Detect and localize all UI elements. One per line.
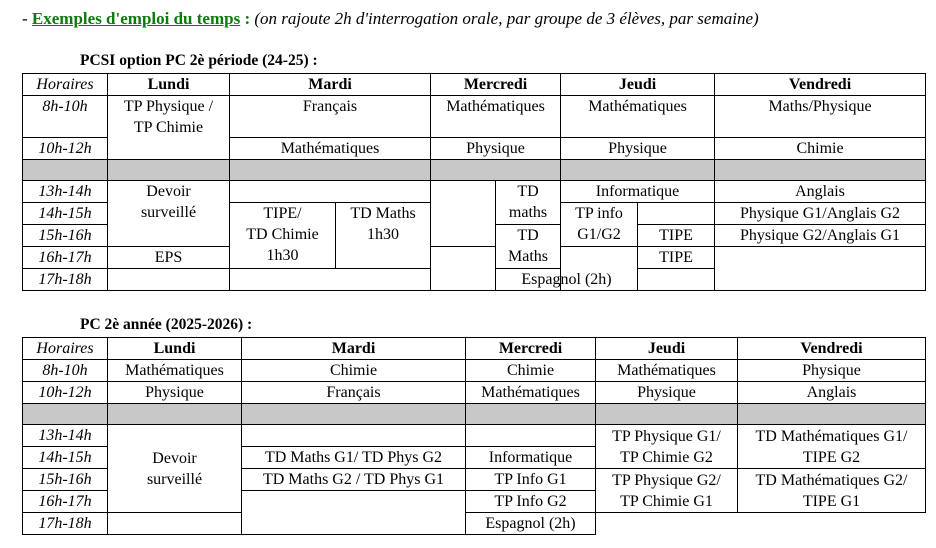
t1-mardi-tipe-line1: TIPE/ xyxy=(263,205,302,222)
t1-mercredi-empty-2 xyxy=(431,247,496,291)
t2-row-10h xyxy=(23,382,926,404)
t2-mardi-francais: Français xyxy=(242,382,466,404)
t2-jeudi-tp-2 xyxy=(596,469,738,513)
t1-jeudi-tp-info xyxy=(561,203,638,247)
t1-lunch-cell xyxy=(108,160,230,181)
t1-jeudi-informatique: Informatique xyxy=(561,181,715,203)
t2-lunch-row xyxy=(23,404,926,425)
t1-hour-13h: 13h-14h xyxy=(23,181,108,203)
t1-mardi-tipe-line2: TD Chimie xyxy=(246,226,319,243)
t1-vendredi-chimie: Chimie xyxy=(715,138,926,160)
t1-header-mardi: Mardi xyxy=(230,74,431,96)
t1-hour-10h: 10h-12h xyxy=(23,138,108,160)
intro-colon: : xyxy=(240,9,251,28)
t1-mercredi-td-line1: TD xyxy=(517,183,539,200)
t2-vendredi-td-1-line2: TIPE G2 xyxy=(802,448,861,466)
t1-jeudi-tipe-1: TIPE xyxy=(638,225,715,247)
t1-vendredi-anglais: Anglais xyxy=(715,181,926,203)
t2-vendredi-anglais: Anglais xyxy=(738,382,926,404)
t1-timetable xyxy=(22,73,926,291)
t1-lunch-cell xyxy=(715,160,926,181)
t1-vendredi-empty xyxy=(715,247,926,291)
t1-mardi-td-line2: 1h30 xyxy=(367,226,399,243)
t2-lunch-cell xyxy=(466,404,596,425)
t1-jeudi-physique: Physique xyxy=(561,138,715,160)
intro-note: (on rajoute 2h d'interrogation orale, par groupe de 3 élèves, par semaine) xyxy=(250,9,759,28)
t1-mercredi-td-maths-2 xyxy=(496,225,561,269)
t1-jeudi-empty-3 xyxy=(638,269,715,291)
t2-mercredi-tp-info-g1: TP Info G1 xyxy=(466,469,596,491)
t1-lundi-devoir-line1: Devoir xyxy=(146,183,191,200)
t1-vendredi-maths-physique: Maths/Physique xyxy=(715,96,926,138)
intro-line xyxy=(22,9,759,29)
t1-mardi-tipe xyxy=(230,203,336,269)
t2-mardi-empty-2 xyxy=(242,491,466,535)
t1-hour-15h: 15h-16h xyxy=(23,225,108,247)
t1-mercredi-tdm-line1: TD xyxy=(517,227,539,244)
t1-lundi-devoir-line2: surveillé xyxy=(140,204,197,221)
t2-header-mercredi: Mercredi xyxy=(466,338,596,360)
t1-row-8h xyxy=(23,96,926,138)
t1-header-lundi: Lundi xyxy=(108,74,230,96)
t2-lundi-empty xyxy=(108,513,242,535)
t1-row-16h xyxy=(23,247,926,269)
t1-mardi-francais: Français xyxy=(230,96,431,138)
t1-hour-14h: 14h-15h xyxy=(23,203,108,225)
t1-mardi-td-maths xyxy=(336,203,431,269)
t2-hour-15h: 15h-16h xyxy=(23,469,108,491)
t1-header-jeudi: Jeudi xyxy=(561,74,715,96)
t2-hour-13h: 13h-14h xyxy=(23,425,108,447)
t1-mardi-empty xyxy=(230,181,431,203)
t1-mercredi-tdm-line2: Maths xyxy=(508,248,549,265)
t1-mardi-tipe-line3: 1h30 xyxy=(266,247,299,264)
t1-lunch-cell xyxy=(431,160,561,181)
t2-mardi-td-2: TD Maths G2 / TD Phys G1 xyxy=(242,469,466,491)
t1-mardi-td-line1: TD Maths xyxy=(350,205,416,222)
t2-lunch-cell xyxy=(108,404,242,425)
t2-jeudi-physique: Physique xyxy=(596,382,738,404)
t2-jeudi-maths: Mathématiques xyxy=(596,360,738,382)
intro-dash: - xyxy=(22,9,32,28)
t1-row-13h xyxy=(23,181,926,203)
t2-mardi-td-1: TD Maths G1/ TD Phys G2 xyxy=(242,447,466,469)
t2-lunch-cell xyxy=(738,404,926,425)
t1-header-horaires: Horaires xyxy=(23,74,108,96)
t2-mercredi-informatique: Informatique xyxy=(466,447,596,469)
t2-jeudi-tp-1-line1: TP Physique G1/ xyxy=(612,427,721,445)
t1-lunch-cell xyxy=(230,160,431,181)
t1-mercredi-maths: Mathématiques xyxy=(431,96,561,138)
t2-lunch-cell xyxy=(23,404,108,425)
t2-mercredi-maths: Mathématiques xyxy=(466,382,596,404)
t1-jeudi-tp-info-line2: G1/G2 xyxy=(577,226,621,243)
t2-lundi-maths: Mathématiques xyxy=(108,360,242,382)
t2-jeudi-tp-2-line1: TP Physique G2/ xyxy=(612,471,721,489)
t2-mercredi-espagnol: Espagnol (2h) xyxy=(466,513,596,535)
t2-hour-8h: 8h-10h xyxy=(23,360,108,382)
t1-header-vendredi: Vendredi xyxy=(715,74,926,96)
t1-jeudi-tp-info-line1: TP info xyxy=(575,205,623,222)
t2-vendredi-physique: Physique xyxy=(738,360,926,382)
t2-jeudi-tp-1-line2: TP Chimie G2 xyxy=(620,448,713,466)
t2-lundi-devoir-line1: Devoir xyxy=(152,449,197,467)
t2-lundi-devoir-line2: surveillé xyxy=(146,470,203,488)
intro-title: Exemples d'emploi du temps xyxy=(31,9,241,28)
t1-lunch-row xyxy=(23,160,926,181)
t2-vendredi-td-2-line1: TD Mathématiques G2/ xyxy=(755,471,908,489)
t2-jeudi-tp-1 xyxy=(596,425,738,469)
t1-jeudi-empty xyxy=(638,203,715,225)
t1-lundi-tp-line1: TP Physique / xyxy=(123,98,214,115)
t1-lundi-eps: EPS xyxy=(108,247,230,269)
t1-lundi-tp xyxy=(108,96,230,160)
t2-hour-14h: 14h-15h xyxy=(23,447,108,469)
t2-vendredi-td-2-line2: TIPE G1 xyxy=(802,492,861,510)
t1-mardi-empty-2 xyxy=(230,269,431,291)
t2-row-17h xyxy=(23,513,926,535)
t2-jeudi-tp-2-line2: TP Chimie G1 xyxy=(620,492,713,510)
t2-row-13h xyxy=(23,425,926,447)
t1-jeudi-tipe-2: TIPE xyxy=(638,247,715,269)
t2-mercredi-chimie: Chimie xyxy=(466,360,596,382)
t2-mercredi-tp-info-g2: TP Info G2 xyxy=(466,491,596,513)
t1-hour-17h: 17h-18h xyxy=(23,269,108,291)
t2-caption: PC 2è année (2025-2026) : xyxy=(80,316,253,333)
t1-mercredi-espagnol: Espagnol (2h) xyxy=(496,269,638,291)
t2-header-horaires: Horaires xyxy=(23,338,108,360)
t1-header-row xyxy=(23,74,926,96)
t1-vendredi-physique-g1: Physique G1/Anglais G2 xyxy=(715,203,926,225)
t1-mercredi-empty xyxy=(431,181,496,247)
t2-hour-10h: 10h-12h xyxy=(23,382,108,404)
t2-vendredi-td-2 xyxy=(738,469,926,513)
t2-mardi-chimie: Chimie xyxy=(242,360,466,382)
t1-header-mercredi: Mercredi xyxy=(431,74,561,96)
t1-mercredi-td-maths xyxy=(496,181,561,225)
t1-mercredi-td-line2: maths xyxy=(508,204,548,221)
t1-mardi-maths: Mathématiques xyxy=(230,138,431,160)
t2-header-jeudi: Jeudi xyxy=(596,338,738,360)
t1-caption: PCSI option PC 2è période (24-25) : xyxy=(80,52,318,69)
t1-lunch-cell xyxy=(23,160,108,181)
t1-lundi-empty xyxy=(108,269,230,291)
t1-lundi-devoir xyxy=(108,181,230,247)
t2-row-8h xyxy=(23,360,926,382)
t1-jeudi-maths: Mathématiques xyxy=(561,96,715,138)
t1-lunch-cell xyxy=(561,160,715,181)
t2-hour-16h: 16h-17h xyxy=(23,491,108,513)
t2-lunch-cell xyxy=(596,404,738,425)
t2-vendredi-td-1 xyxy=(738,425,926,469)
t2-lundi-devoir xyxy=(108,425,242,513)
t2-vendredi-td-1-line1: TD Mathématiques G1/ xyxy=(755,427,908,445)
t1-hour-16h: 16h-17h xyxy=(23,247,108,269)
t2-mercredi-empty xyxy=(466,425,596,447)
t2-header-row xyxy=(23,338,926,360)
t2-lunch-cell xyxy=(242,404,466,425)
t2-header-vendredi: Vendredi xyxy=(738,338,926,360)
t2-header-lundi: Lundi xyxy=(108,338,242,360)
t1-mercredi-physique: Physique xyxy=(431,138,561,160)
t1-vendredi-physique-g2: Physique G2/Anglais G1 xyxy=(715,225,926,247)
t2-header-mardi: Mardi xyxy=(242,338,466,360)
t1-hour-8h: 8h-10h xyxy=(23,96,108,138)
t2-mardi-empty xyxy=(242,425,466,447)
t2-lundi-physique: Physique xyxy=(108,382,242,404)
t1-lundi-tp-line2: TP Chimie xyxy=(133,119,204,136)
t2-hour-17h: 17h-18h xyxy=(23,513,108,535)
t2-timetable xyxy=(22,337,926,535)
